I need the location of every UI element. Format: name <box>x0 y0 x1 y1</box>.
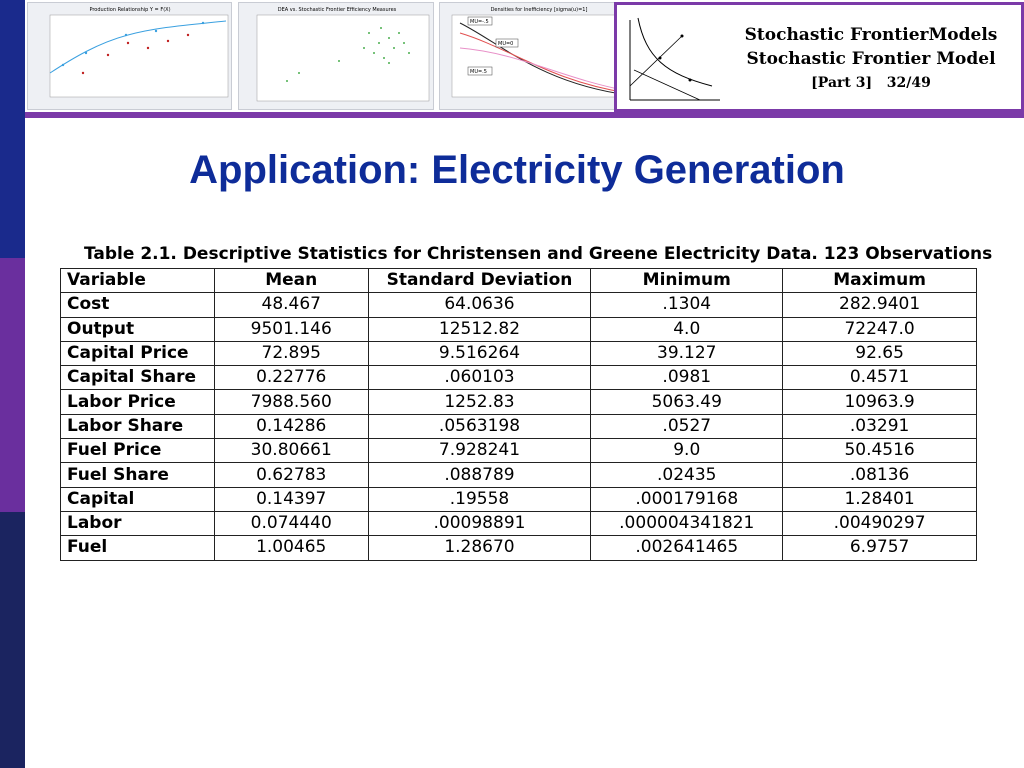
banner-text <box>725 23 1017 95</box>
cell-minimum: 39.127 <box>591 341 783 365</box>
density-label-3: MU=.5 <box>470 69 487 75</box>
table-caption: Table 2.1. Descriptive Statistics for Christensen and Greene Electricity Data. 123 Observations <box>84 244 993 264</box>
header-maximum: Maximum <box>783 269 977 293</box>
cell-minimum: 5063.49 <box>591 390 783 414</box>
table-row <box>61 463 977 487</box>
cell-maximum: 282.9401 <box>783 293 977 317</box>
cell-mean: 48.467 <box>214 293 368 317</box>
table-row <box>61 536 977 560</box>
cell-variable: Fuel <box>61 536 215 560</box>
table-row <box>61 414 977 438</box>
cell-minimum: .002641465 <box>591 536 783 560</box>
descriptive-statistics-table <box>60 268 977 561</box>
cell-maximum: .00490297 <box>783 511 977 535</box>
table-row <box>61 341 977 365</box>
banner-part: [Part 3] <box>811 75 873 91</box>
cell-maximum: 0.4571 <box>783 366 977 390</box>
cell-std-dev: 7.928241 <box>368 439 591 463</box>
cell-std-dev: .00098891 <box>368 511 591 535</box>
cell-std-dev: .0563198 <box>368 414 591 438</box>
thumbnail-2-title: DEA vs. Stochastic Frontier Efficiency Measures <box>277 7 397 13</box>
table-row <box>61 293 977 317</box>
course-banner <box>614 2 1024 112</box>
cell-std-dev: 9.516264 <box>368 341 591 365</box>
cell-maximum: .08136 <box>783 463 977 487</box>
cell-variable: Cost <box>61 293 215 317</box>
header-divider <box>25 112 1024 118</box>
cell-variable: Capital Share <box>61 366 215 390</box>
cell-std-dev: 64.0636 <box>368 293 591 317</box>
cell-mean: 0.074440 <box>214 511 368 535</box>
cell-std-dev: 1.28670 <box>368 536 591 560</box>
thumbnail-production-chart <box>27 2 232 110</box>
table-row <box>61 317 977 341</box>
cell-mean: 7988.560 <box>214 390 368 414</box>
cell-variable: Labor Price <box>61 390 215 414</box>
thumbnail-scatter-chart <box>238 2 434 110</box>
cell-minimum: 4.0 <box>591 317 783 341</box>
cell-std-dev: .19558 <box>368 487 591 511</box>
sidebar-band-middle <box>0 258 25 512</box>
cell-variable: Capital <box>61 487 215 511</box>
cell-mean: 1.00465 <box>214 536 368 560</box>
density-label-2: MU=0 <box>498 41 514 47</box>
header-mean: Mean <box>214 269 368 293</box>
cell-minimum: .0527 <box>591 414 783 438</box>
cell-maximum: .03291 <box>783 414 977 438</box>
thumbnail-3-title: Densities for Inefficiency [sigma(u)=1] <box>490 7 588 13</box>
cell-mean: 30.80661 <box>214 439 368 463</box>
table-row <box>61 390 977 414</box>
cell-maximum: 50.4516 <box>783 439 977 463</box>
cell-maximum: 1.28401 <box>783 487 977 511</box>
sidebar-band-bottom <box>0 512 25 768</box>
table-body <box>61 293 977 560</box>
cell-mean: 0.14286 <box>214 414 368 438</box>
cell-minimum: .0981 <box>591 366 783 390</box>
cell-minimum: .1304 <box>591 293 783 317</box>
banner-line-2: Stochastic Frontier Model <box>746 49 996 69</box>
slide-title: Application: Electricity Generation <box>189 148 845 192</box>
header-minimum: Minimum <box>591 269 783 293</box>
cell-mean: 9501.146 <box>214 317 368 341</box>
cell-variable: Fuel Price <box>61 439 215 463</box>
cell-minimum: 9.0 <box>591 439 783 463</box>
cell-std-dev: 1252.83 <box>368 390 591 414</box>
thumbnail-density-chart <box>439 2 637 110</box>
cell-mean: 0.22776 <box>214 366 368 390</box>
sidebar-band-top <box>0 0 25 258</box>
cell-std-dev: .088789 <box>368 463 591 487</box>
cell-variable: Fuel Share <box>61 463 215 487</box>
cell-minimum: .000004341821 <box>591 511 783 535</box>
table-row <box>61 366 977 390</box>
cell-minimum: .000179168 <box>591 487 783 511</box>
cell-std-dev: .060103 <box>368 366 591 390</box>
cell-variable: Labor <box>61 511 215 535</box>
cell-mean: 0.62783 <box>214 463 368 487</box>
cell-maximum: 6.9757 <box>783 536 977 560</box>
cell-mean: 72.895 <box>214 341 368 365</box>
cell-variable: Output <box>61 317 215 341</box>
table-row <box>61 487 977 511</box>
cell-minimum: .02435 <box>591 463 783 487</box>
cell-maximum: 92.65 <box>783 341 977 365</box>
density-label-1: MU=-.5 <box>470 19 489 25</box>
cell-maximum: 10963.9 <box>783 390 977 414</box>
table-header-row <box>61 269 977 293</box>
banner-line-1: Stochastic FrontierModels <box>744 25 998 45</box>
banner-slide-info <box>725 71 1017 95</box>
table-row <box>61 511 977 535</box>
cell-mean: 0.14397 <box>214 487 368 511</box>
header-variable: Variable <box>61 269 215 293</box>
banner-slide-number: 32/49 <box>886 75 931 91</box>
cell-std-dev: 12512.82 <box>368 317 591 341</box>
isoquant-diagram-icon <box>620 8 725 108</box>
thumbnail-1-title: Production Relationship Y = F(X) <box>89 7 171 13</box>
table-row <box>61 439 977 463</box>
cell-variable: Capital Price <box>61 341 215 365</box>
cell-maximum: 72247.0 <box>783 317 977 341</box>
header-std-dev: Standard Deviation <box>368 269 591 293</box>
cell-variable: Labor Share <box>61 414 215 438</box>
